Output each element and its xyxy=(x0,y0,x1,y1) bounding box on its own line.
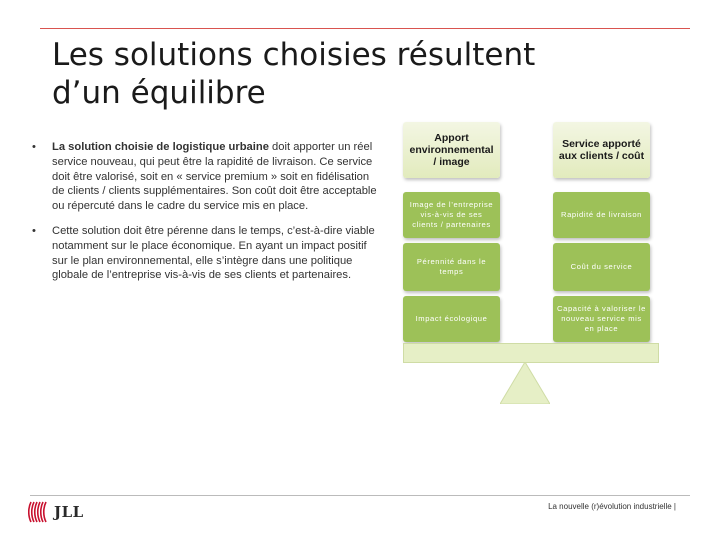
footer-text: La nouvelle (r)évolution industrielle | xyxy=(548,502,676,511)
right-item-box: Rapidité de livraison xyxy=(553,192,650,238)
bullet-text: doit apporter un réel service nouveau, qui peut être la rapidité de livraison. Ce service doit être valorisé, soit en « service premium » soit en fidélisation de clients / clients supplémentaires. Son coût doit être acceptable ou répercuté dans le cadre du service mis en place. xyxy=(52,141,377,213)
left-item-box: Pérennité dans le temps xyxy=(403,243,500,291)
right-item-box: Coût du service xyxy=(553,243,650,291)
right-item-box: Capacité à valoriser le nouveau service mis en place xyxy=(553,296,650,342)
bottom-rule xyxy=(30,495,690,496)
balance-plank xyxy=(403,343,659,363)
balance-fulcrum xyxy=(500,362,550,404)
left-header-box: Apport environnemental / image xyxy=(403,122,500,178)
title-line-1: Les solutions choisies résultent xyxy=(52,37,536,73)
jll-logo xyxy=(28,500,84,524)
slide-title xyxy=(52,36,612,112)
left-item-box: Image de l’entreprise vis-à-vis de ses clients / partenaires xyxy=(403,192,500,238)
left-item-box: Impact écologique xyxy=(403,296,500,342)
top-rule xyxy=(40,28,690,29)
jll-logo-icon xyxy=(28,500,50,524)
bullet-item xyxy=(30,224,380,283)
bullet-text: Cette solution doit être pérenne dans le temps, c’est-à-dire viable notamment sur le place économique. En ayant un impact positif sur le plan environnemental, elle s’intègre dans une politique globale de l’entreprise vis-à-vis de ses clients et partenaires. xyxy=(52,224,375,282)
bullet-dot: • xyxy=(32,141,36,153)
bullet-item xyxy=(30,140,380,214)
bullet-bold-text: La solution choisie de logistique urbaine xyxy=(52,141,269,153)
jll-logo-text: JLL xyxy=(54,503,84,521)
title-line-2: d’un équilibre xyxy=(52,75,266,111)
right-header-box: Service apporté aux clients / coût xyxy=(553,122,650,178)
bullet-list xyxy=(30,140,380,293)
bullet-dot: • xyxy=(32,224,36,237)
